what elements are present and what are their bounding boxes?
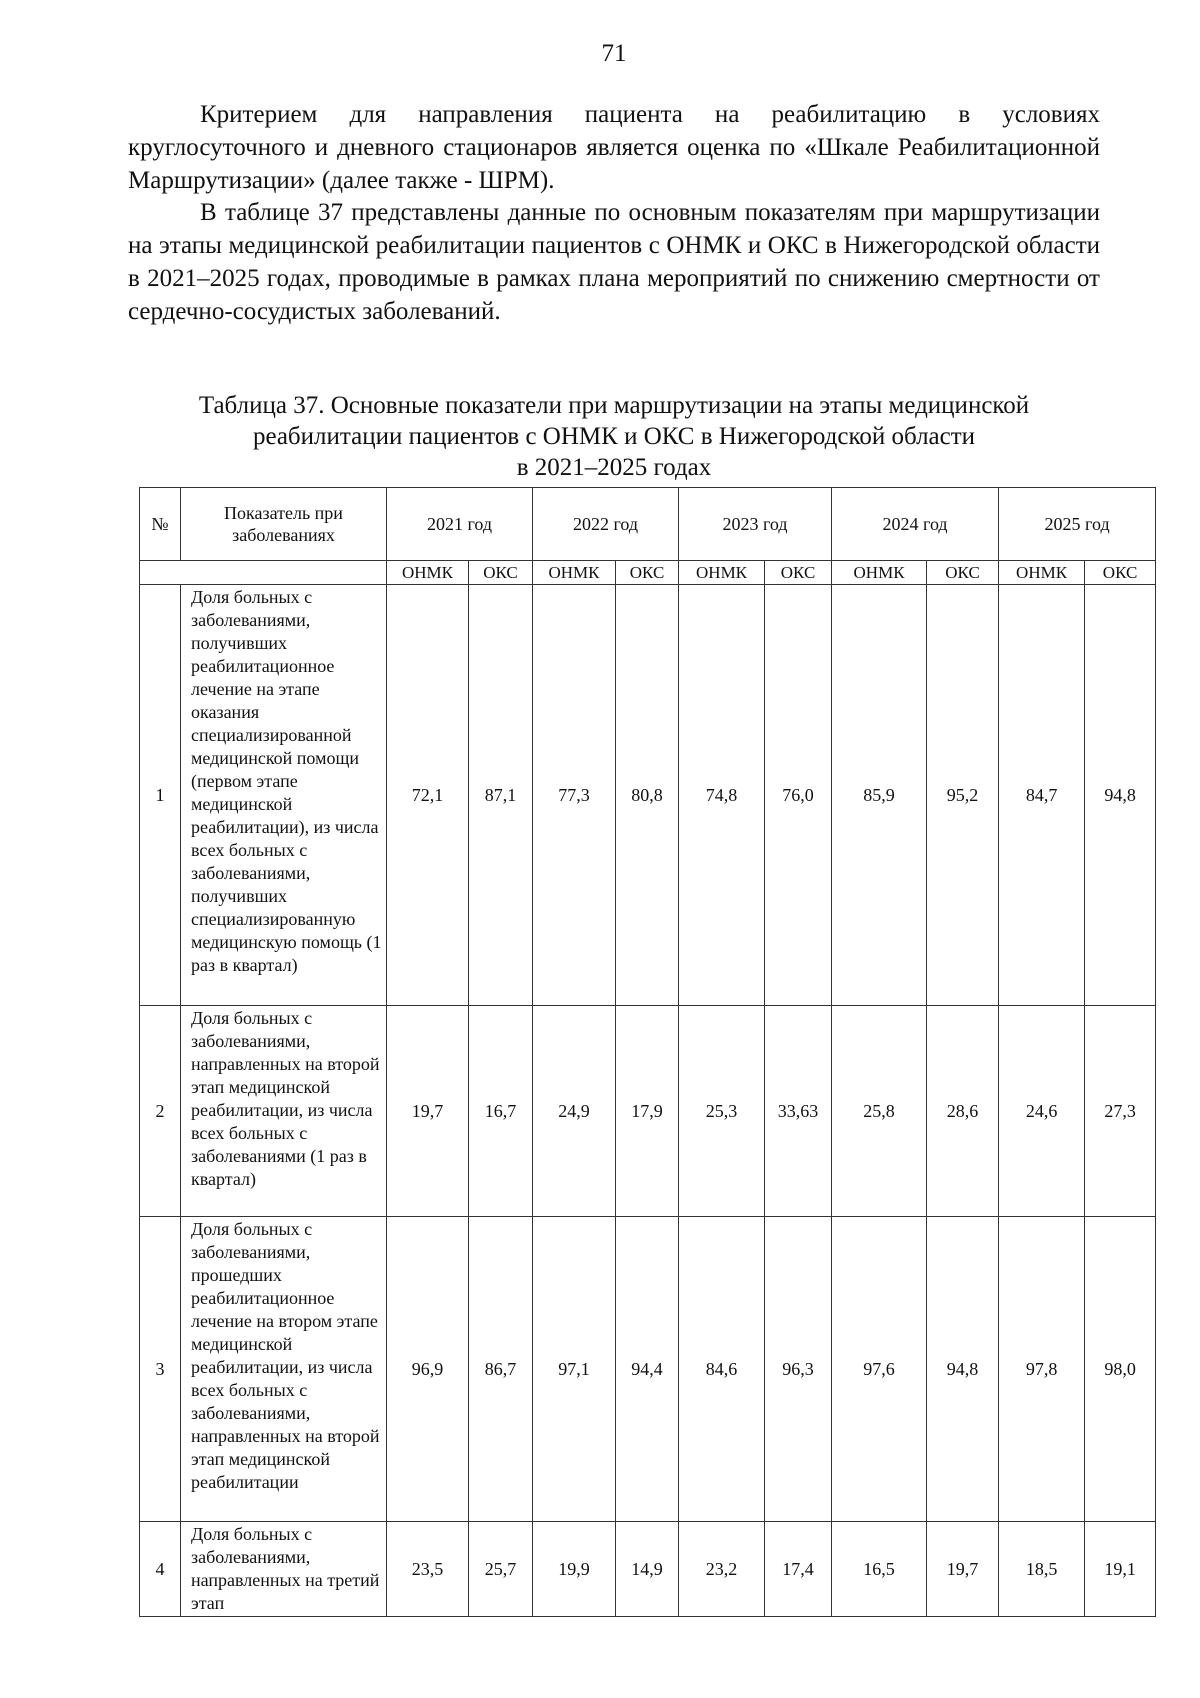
- table-caption-line: реабилитации пациентов с ОНМК и ОКС в Нижегородской области: [252, 423, 976, 450]
- value-cell: 33,63: [765, 1006, 832, 1217]
- row-indicator: Доля больных с заболеваниями, получивших реабилитационное лечение на этапе оказания специализированной медицинской помощи (первом этапе медицинской реабилитации), из числа всех больных с заболеваниями, получивших специализированную медицинскую помощь (1 раз в квартал): [181, 585, 387, 1006]
- page-number: 71: [601, 40, 627, 67]
- header-year-2024: 2024 год: [832, 488, 999, 561]
- value-cell: 77,3: [533, 585, 616, 1006]
- value-cell: 98,0: [1085, 1217, 1156, 1522]
- subheader-oks: ОКС: [616, 561, 679, 585]
- row-number: 4: [140, 1522, 181, 1617]
- value-cell: 28,6: [927, 1006, 999, 1217]
- table-header-row: [140, 488, 1156, 561]
- table-row: [140, 585, 1156, 1006]
- value-cell: 94,4: [616, 1217, 679, 1522]
- subheader-onmk: ОНМК: [387, 561, 469, 585]
- value-cell: 25,3: [679, 1006, 765, 1217]
- subheader-oks: ОКС: [927, 561, 999, 585]
- value-cell: 74,8: [679, 585, 765, 1006]
- value-cell: 17,4: [765, 1522, 832, 1617]
- value-cell: 23,5: [387, 1522, 469, 1617]
- value-cell: 84,6: [679, 1217, 765, 1522]
- subheader-onmk: ОНМК: [533, 561, 616, 585]
- paragraph-table-intro: [128, 196, 1100, 328]
- value-cell: 72,1: [387, 585, 469, 1006]
- paragraph-criterion: [128, 98, 1100, 197]
- header-year-2025: 2025 год: [999, 488, 1156, 561]
- value-cell: 97,6: [832, 1217, 927, 1522]
- value-cell: 19,9: [533, 1522, 616, 1617]
- value-cell: 19,7: [387, 1006, 469, 1217]
- value-cell: 97,1: [533, 1217, 616, 1522]
- row-number: 1: [140, 585, 181, 1006]
- row-number: 3: [140, 1217, 181, 1522]
- value-cell: 96,3: [765, 1217, 832, 1522]
- value-cell: 96,9: [387, 1217, 469, 1522]
- subheader-oks: ОКС: [469, 561, 533, 585]
- header-year-2023: 2023 год: [679, 488, 832, 561]
- value-cell: 19,1: [1085, 1522, 1156, 1617]
- subheader-empty: [140, 561, 387, 585]
- value-cell: 24,6: [999, 1006, 1085, 1217]
- subheader-onmk: ОНМК: [999, 561, 1085, 585]
- subheader-oks: ОКС: [1085, 561, 1156, 585]
- value-cell: 94,8: [1085, 585, 1156, 1006]
- value-cell: 19,7: [927, 1522, 999, 1617]
- subheader-onmk: ОНМК: [832, 561, 927, 585]
- subheader-oks: ОКС: [765, 561, 832, 585]
- table-caption-line: Таблица 37. Основные показатели при маршрутизации на этапы медицинской: [198, 392, 1030, 419]
- value-cell: 25,8: [832, 1006, 927, 1217]
- table-caption-line: в 2021–2025 годах: [516, 454, 712, 481]
- value-cell: 97,8: [999, 1217, 1085, 1522]
- value-cell: 23,2: [679, 1522, 765, 1617]
- paragraph-criterion-text: Критерием для направления пациента на реабилитацию в условиях круглосуточного и дневного стационаров является оценка по «Шкале Реабилитационной Маршрутизации» (далее также - ШРМ).: [128, 101, 1100, 194]
- paragraph-table-intro-text: В таблице 37 представлены данные по основным показателям при маршрутизации на этапы медицинской реабилитации пациентов с ОНМК и ОКС в Нижегородской области в 2021–2025 годах, проводимые в рамках плана мероприятий по снижению смертности от сердечно-сосудистых заболеваний.: [128, 199, 1100, 325]
- indicators-table: [139, 487, 1156, 1617]
- value-cell: 87,1: [469, 585, 533, 1006]
- table-row: [140, 1217, 1156, 1522]
- value-cell: 25,7: [469, 1522, 533, 1617]
- table-subheader-row: [140, 561, 1156, 585]
- row-number: 2: [140, 1006, 181, 1217]
- table-caption: [120, 390, 1108, 483]
- value-cell: 16,7: [469, 1006, 533, 1217]
- subheader-onmk: ОНМК: [679, 561, 765, 585]
- value-cell: 17,9: [616, 1006, 679, 1217]
- header-year-2022: 2022 год: [533, 488, 679, 561]
- value-cell: 24,9: [533, 1006, 616, 1217]
- table-row: [140, 1006, 1156, 1217]
- row-indicator: Доля больных с заболеваниями, направленных на второй этап медицинской реабилитации, из числа всех больных с заболеваниями (1 раз в квартал): [181, 1006, 387, 1217]
- value-cell: 80,8: [616, 585, 679, 1006]
- value-cell: 95,2: [927, 585, 999, 1006]
- value-cell: 76,0: [765, 585, 832, 1006]
- value-cell: 18,5: [999, 1522, 1085, 1617]
- value-cell: 85,9: [832, 585, 927, 1006]
- header-indicator: Показатель при заболеваниях: [181, 488, 387, 561]
- row-indicator: Доля больных с заболеваниями, направленных на третий этап: [181, 1522, 387, 1617]
- value-cell: 27,3: [1085, 1006, 1156, 1217]
- value-cell: 14,9: [616, 1522, 679, 1617]
- table-row: [140, 1522, 1156, 1617]
- header-num: №: [140, 488, 181, 561]
- row-indicator: Доля больных с заболеваниями, прошедших реабилитационное лечение на втором этапе медицинской реабилитации, из числа всех больных с заболеваниями, направленных на второй этап медицинской реабилитации: [181, 1217, 387, 1522]
- header-year-2021: 2021 год: [387, 488, 533, 561]
- value-cell: 86,7: [469, 1217, 533, 1522]
- value-cell: 94,8: [927, 1217, 999, 1522]
- value-cell: 84,7: [999, 585, 1085, 1006]
- value-cell: 16,5: [832, 1522, 927, 1617]
